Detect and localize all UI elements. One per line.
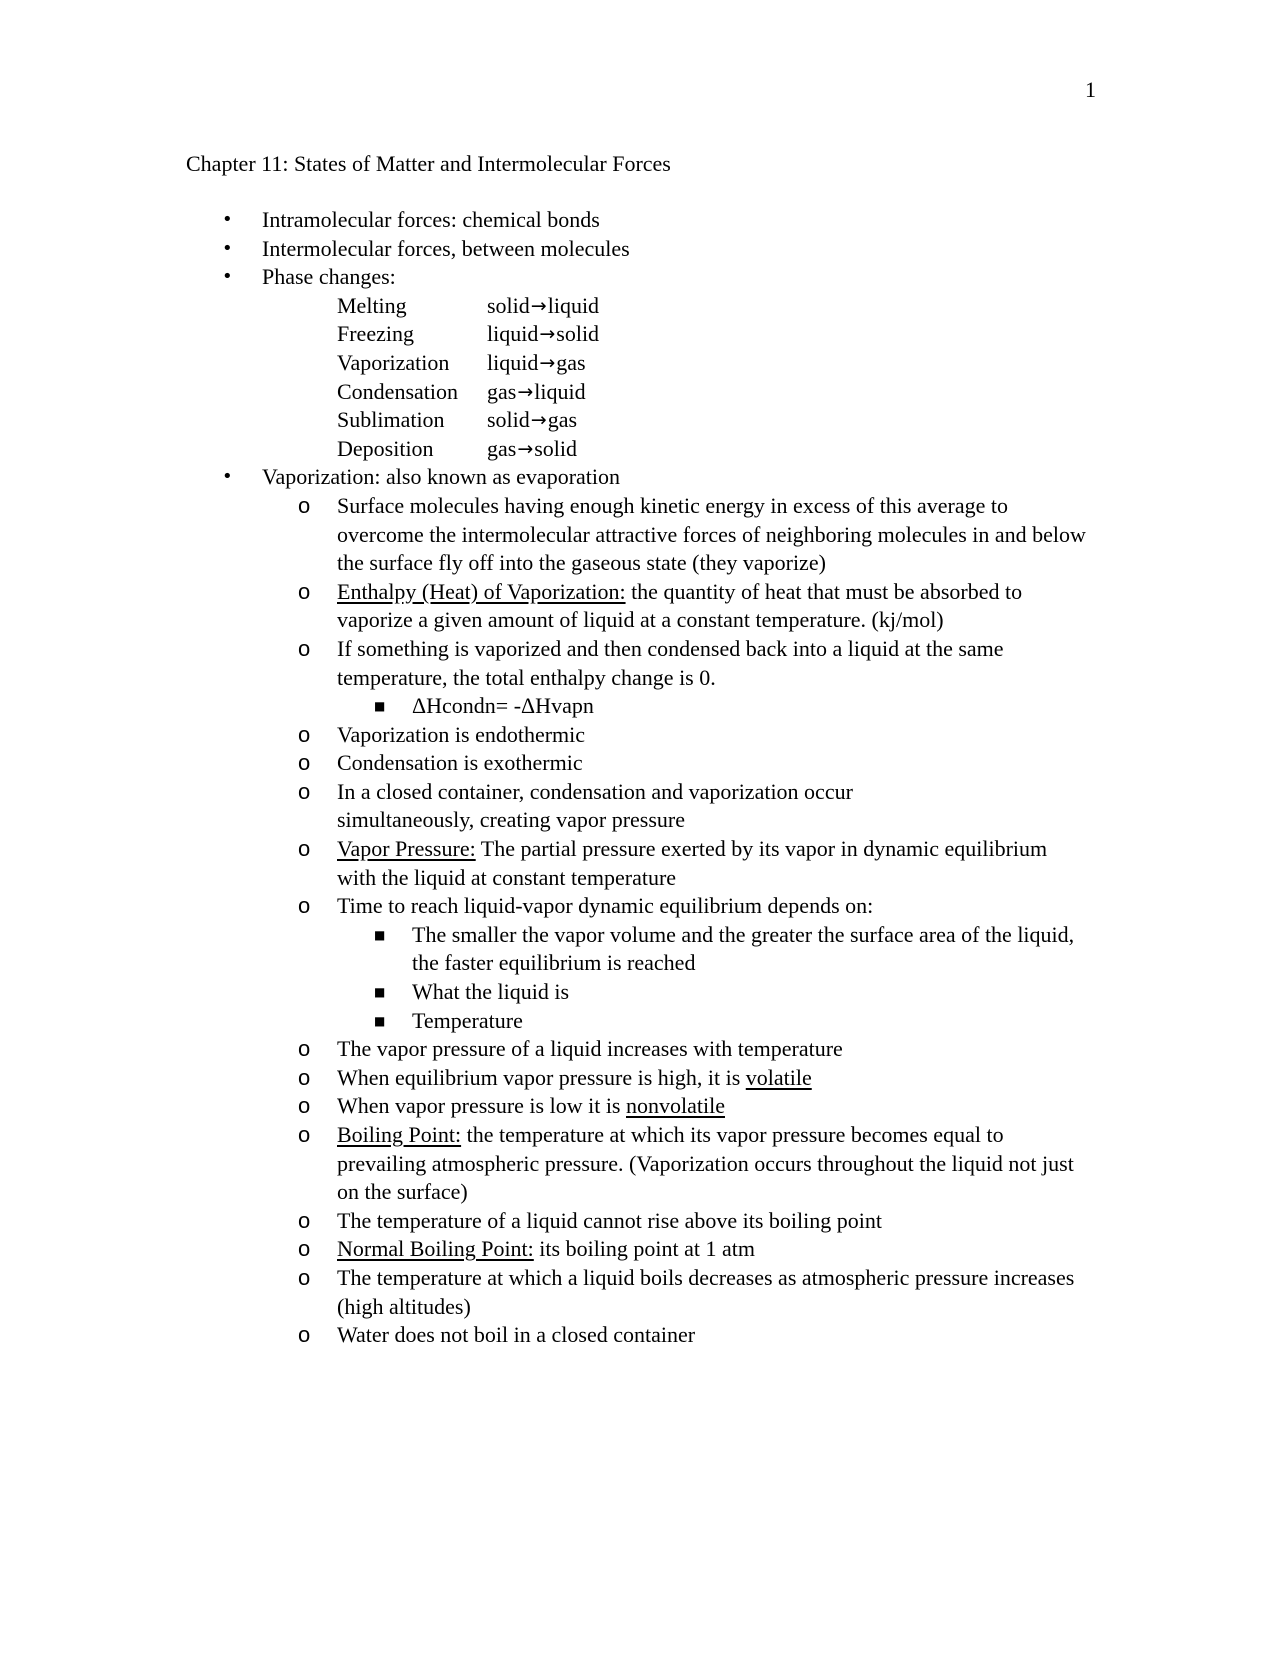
phase-from: gas [487, 378, 517, 404]
sub-bullet-marker: o [298, 778, 311, 804]
phase-from: gas [487, 435, 517, 461]
phase-from: liquid [487, 349, 539, 375]
phase-name: Deposition [337, 435, 434, 461]
sub-bullet-marker: o [298, 1264, 311, 1290]
sub-bullet-marker: o [298, 721, 311, 747]
sub-bullet-item [0, 892, 1087, 921]
sub-bullet-marker: o [298, 893, 311, 919]
term-nonvolatile: nonvolatile [626, 1093, 725, 1119]
sub-bullet-marker: o [298, 1207, 311, 1233]
sub-bullet-text: Condensation is exothermic [337, 750, 583, 776]
phase-from: solid [487, 292, 530, 318]
sub-bullet-item [0, 578, 1087, 635]
sub-bullet-text: Water does not boil in a closed container [337, 1322, 696, 1348]
sub-sub-bullet-item [0, 692, 1077, 721]
sub-bullet-text: The vapor pressure of a liquid increases with temperature [337, 1036, 843, 1062]
bullet-item [0, 263, 1092, 292]
phase-from: solid [487, 407, 530, 433]
term-normal-boiling-point: Normal Boiling Point: [337, 1236, 534, 1262]
sub-sub-bullet-item [0, 921, 1077, 978]
term-enthalpy: Enthalpy (Heat) of Vaporization: [337, 578, 626, 604]
phase-from: liquid [487, 321, 539, 347]
sub-bullet-text: the quantity of heat that must be absorbed to vaporize a given amount of liquid at a constant temperature. (kj/mol) [337, 578, 1023, 633]
phase-to: liquid [534, 378, 586, 404]
sub-sub-bullet-item [0, 978, 1077, 1007]
sub-bullet-text: The partial pressure exerted by its vapor in dynamic equilibrium with the liquid at constant temperature [337, 836, 1048, 890]
square-bullet-icon: ■ [374, 1013, 386, 1028]
sub-bullet-item [0, 721, 1087, 750]
sub-bullet-marker: o [298, 635, 311, 661]
arrow-icon: → [517, 380, 534, 403]
sub-bullet-marker: o [298, 1036, 311, 1062]
sub-bullet-item [0, 1092, 1087, 1121]
square-bullet-icon: ■ [374, 927, 386, 942]
bullet-item [0, 235, 1092, 264]
bullet-marker: • [222, 466, 233, 488]
bullet-text: Intermolecular forces, between molecules [262, 235, 630, 261]
bullet-text: Phase changes: [262, 264, 396, 290]
phase-to: solid [556, 321, 600, 347]
arrow-icon: → [530, 294, 547, 317]
phase-row [337, 435, 1280, 464]
sub-bullet-marker: o [298, 1122, 311, 1147]
phase-name: Freezing [337, 321, 414, 347]
phase-to: gas [556, 349, 586, 375]
sub-bullet-item [0, 835, 1087, 892]
sub-sub-bullet-text: ΔHcondn= -ΔHvapn [412, 693, 594, 719]
sub-bullet-text: When vapor pressure is low it is [337, 1093, 626, 1119]
phase-row [337, 320, 1280, 349]
term-volatile: volatile [745, 1064, 812, 1090]
sub-bullet-text: If something is vaporized and then condensed back into a liquid at the same temperature, the total enthalpy change is 0. [337, 635, 1004, 690]
arrow-icon: → [517, 437, 534, 460]
sub-bullet-marker: o [298, 578, 311, 604]
bullet-marker: • [222, 266, 233, 288]
sub-bullet-item [0, 1035, 1087, 1064]
sub-bullet-text: The temperature at which a liquid boils decreases as atmospheric pressure increases (high altitudes) [337, 1264, 1075, 1319]
bullet-text: Vaporization: also known as evaporation [262, 464, 621, 490]
sub-bullet-item [0, 1235, 1087, 1264]
sub-bullet-item [0, 1207, 1087, 1236]
sub-sub-bullet-item [0, 1007, 1077, 1036]
sub-bullet-text: Time to reach liquid-vapor dynamic equilibrium depends on: [337, 893, 874, 919]
phase-to: liquid [547, 292, 600, 318]
bullet-item [0, 206, 1092, 235]
arrow-icon: → [539, 351, 556, 374]
sub-bullet-marker: o [298, 1064, 311, 1090]
sub-bullet-item [0, 492, 1087, 578]
sub-bullet-text: the temperature at which its vapor pressure becomes equal to prevailing atmospheric pressure. (Vaporization occurs throughout the liquid not just on the surface) [337, 1122, 1074, 1205]
sub-bullet-marker: o [298, 1236, 311, 1262]
sub-bullet-item [0, 1321, 1087, 1350]
phase-row [337, 378, 1280, 407]
sub-bullet-text: Vaporization is endothermic [337, 721, 586, 747]
sub-bullet-item [0, 635, 1087, 692]
square-bullet-icon: ■ [374, 985, 386, 1000]
bullet-item [0, 463, 1092, 492]
phase-row [337, 349, 1280, 378]
sub-bullet-marker: o [298, 750, 311, 776]
bullet-text: Intramolecular forces: chemical bonds [262, 207, 600, 232]
document-body [0, 206, 1280, 1350]
phase-name: Melting [337, 292, 407, 318]
sub-bullet-text: When equilibrium vapor pressure is high, it is [337, 1064, 746, 1090]
term-vapor-pressure: Vapor Pressure: [337, 836, 476, 862]
phase-to: solid [534, 435, 578, 461]
sub-bullet-text: its boiling point at 1 atm [533, 1236, 756, 1262]
sub-bullet-marker: o [298, 1093, 311, 1119]
bullet-marker: • [222, 209, 233, 230]
phase-row [337, 406, 1280, 435]
phase-name: Vaporization [337, 349, 450, 375]
phase-to: gas [547, 407, 578, 433]
sub-bullet-text: The temperature of a liquid cannot rise above its boiling point [337, 1207, 882, 1233]
arrow-icon: → [530, 409, 547, 432]
sub-bullet-item [0, 1064, 1087, 1093]
sub-bullet-marker: o [298, 492, 311, 518]
square-bullet-icon: ■ [374, 699, 386, 714]
sub-bullet-text: Surface molecules having enough kinetic energy in excess of this average to overcome the intermolecular attractive forces of neighboring molecules in and below the surface fly off into the gaseous state (they vaporize) [337, 492, 1086, 576]
phase-name: Sublimation [337, 407, 445, 433]
sub-sub-bullet-text: What the liquid is [412, 979, 570, 1005]
sub-sub-bullet-text: Temperature [412, 1007, 523, 1033]
phase-row [337, 292, 1280, 321]
arrow-icon: → [539, 323, 556, 346]
sub-bullet-item [0, 749, 1087, 778]
page-number: 1 [1085, 77, 1096, 102]
chapter-title: Chapter 11: States of Matter and Intermolecular Forces [186, 151, 671, 176]
sub-bullet-item [0, 1121, 1087, 1207]
sub-bullet-item [0, 778, 1087, 835]
term-boiling-point: Boiling Point: [337, 1122, 462, 1147]
sub-bullet-marker: o [298, 836, 311, 862]
sub-bullet-marker: o [298, 1322, 311, 1348]
phase-change-table [0, 292, 1280, 464]
sub-sub-bullet-text: The smaller the vapor volume and the greater the surface area of the liquid, the faster equilibrium is reached [412, 921, 1075, 976]
phase-name: Condensation [337, 378, 458, 404]
sub-bullet-item [0, 1264, 1087, 1321]
bullet-marker: • [222, 237, 233, 259]
sub-bullet-text: In a closed container, condensation and vaporization occur simultaneously, creating vapor pressure [337, 778, 853, 833]
